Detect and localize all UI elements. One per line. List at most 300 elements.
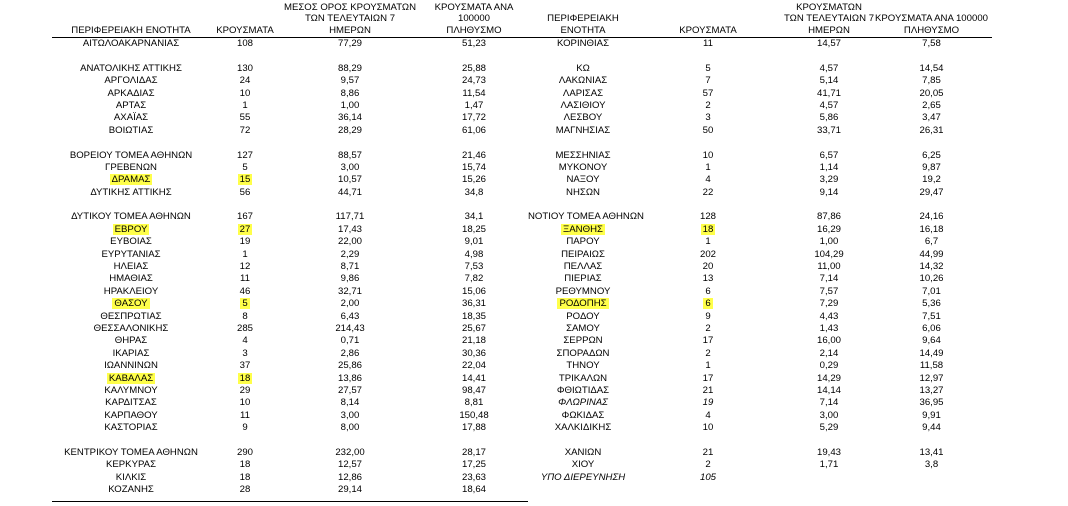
avg7-cell [280,63,420,75]
cases-value: 46 [239,285,251,297]
per100k-cell [873,323,990,335]
per100k-value: 18,64 [461,484,486,496]
per100k-value: 5,36 [922,298,941,310]
cases-value: 202 [699,248,716,260]
cases-value: 2 [705,459,711,471]
region-value: ΚΟΖΑΝΗΣ [108,484,154,496]
per100k-value: 15,26 [461,174,486,186]
avg7-value: 32,71 [337,285,362,297]
per100k-value: 10,26 [919,273,944,285]
region-value: ΓΡΕΒΕΝΩΝ [105,161,157,173]
region-cell [52,112,210,124]
per100k-cell [873,298,990,310]
table-row [528,38,992,50]
table-row [52,484,528,496]
per100k-value: 36,95 [919,397,944,409]
region-value: ΝΑΞΟΥ [566,174,600,186]
cases-value: 18 [239,372,251,384]
table-row [528,360,992,372]
per100k-value: 7,82 [464,273,484,285]
per100k-cell [420,311,528,323]
table-row [52,323,528,335]
table-row [528,373,992,385]
per100k-value: 11,58 [919,360,944,372]
cases-value: 17 [702,335,714,347]
region-value: ΧΙΟΥ [571,459,595,471]
table-row [52,459,528,471]
region-value: ΔΡΑΜΑΣ [111,174,151,186]
table-row [528,472,992,484]
region-value: ΜΕΣΣΗΝΙΑΣ [555,149,611,161]
avg7-cell [280,323,420,335]
avg7-cell [280,447,420,459]
per100k-cell [420,150,528,162]
avg7-cell [778,385,880,397]
per100k-cell [873,385,990,397]
region-cell [52,484,210,496]
cases-value: 15 [239,174,251,186]
region-value: ΠΑΡΟΥ [566,236,600,248]
cases-cell [638,63,778,75]
avg7-value: 8,86 [340,87,360,99]
per100k-cell [873,75,990,87]
table-row [528,422,992,434]
region-cell [52,397,210,409]
avg7-cell [778,88,880,100]
per100k-value: 17,25 [461,459,486,471]
region-cell [52,224,210,236]
per100k-value: 2,65 [922,99,941,111]
region-value: ΗΜΑΘΙΑΣ [109,273,153,285]
region-cell [52,88,210,100]
avg7-cell [778,112,880,124]
avg7-value: 9,57 [340,75,360,87]
avg7-value: 16,29 [816,223,841,235]
region-value: ΦΩΚΙΔΑΣ [561,409,605,421]
per100k-value: 14,41 [461,372,486,384]
cases-cell [210,422,280,434]
cases-value: 128 [699,211,716,223]
cases-value: 3 [705,112,711,124]
avg7-cell [778,397,880,409]
table-row [52,63,528,75]
avg7-value: 8,14 [340,397,360,409]
per100k-value: 22,04 [461,360,486,372]
region-header: ΠΕΡΙΦΕΡΕΙΑΚΗ ΕΝΟΤΗΤΑ [547,13,619,36]
table-row [528,348,992,360]
cases-cell [210,162,280,174]
region-cell [528,162,638,174]
spacer-row [528,137,992,149]
avg7-value: 7,14 [819,273,839,285]
cases-cell [638,112,778,124]
per100k-header-line2: ΠΛΗΘΥΣΜΟ [446,24,502,36]
avg7-value: 3,00 [340,409,360,421]
table-row [52,211,528,223]
avg7-cell [778,459,880,471]
avg7-cell [280,410,420,422]
region-value: ΗΡΑΚΛΕΙΟΥ [103,285,159,297]
avg7-cell [280,150,420,162]
table-row [52,348,528,360]
cases-value: 55 [239,112,251,124]
region-cell [528,100,638,112]
cases-value: 24 [239,75,251,87]
avg7-value: 22,00 [337,236,362,248]
avg7-cell [280,459,420,471]
region-value: ΝΗΣΩΝ [566,186,600,198]
cases-cell [638,422,778,434]
cases-value: 50 [702,124,714,136]
avg7-value: 5,14 [819,75,839,87]
table-row [52,249,528,261]
cases-value: 12 [239,261,251,273]
avg7-cell [280,348,420,360]
region-cell [528,286,638,298]
per100k-cell [873,360,990,372]
avg7-value: 2,14 [819,347,839,359]
right-table-header [528,0,992,38]
region-cell [528,298,638,310]
region-cell [52,100,210,112]
cases-cell [210,286,280,298]
per100k-value: 24,16 [919,211,944,223]
region-cell [52,187,210,199]
avg7-cell [778,360,880,372]
cases-value: 1 [705,161,711,173]
avg7-value: 8,00 [340,422,360,434]
avg7-value: 1,00 [819,236,839,248]
per100k-cell [873,224,990,236]
per100k-value: 6,25 [922,149,941,161]
cases-cell [638,249,778,261]
cases-cell [210,211,280,223]
per100k-value: 20,05 [919,87,944,99]
region-value: ΚΑΒΑΛΑΣ [108,372,154,384]
region-cell [52,75,210,87]
avg7-cell [280,422,420,434]
avg7-cell [778,249,880,261]
cases-value: 7 [705,75,711,87]
per100k-cell [873,88,990,100]
region-cell [528,261,638,273]
table-row [528,249,992,261]
avg7-value: 16,00 [816,335,841,347]
table-row [528,323,992,335]
cases-value: 105 [699,471,716,483]
table-row [52,38,528,50]
per100k-value: 4,98 [464,248,484,260]
table-row [528,63,992,75]
avg7-cell [778,348,880,360]
region-cell [52,174,210,186]
table-row [528,385,992,397]
cases-cell [638,298,778,310]
per100k-cell [873,335,990,347]
avg7-cell [778,38,880,50]
region-cell [528,348,638,360]
avg7-value: 41,71 [816,87,841,99]
region-value: ΘΕΣΠΡΩΤΙΑΣ [100,310,162,322]
avg7-value: 33,71 [816,124,841,136]
table-row [528,75,992,87]
per100k-cell [420,410,528,422]
avg7-cell [280,236,420,248]
avg7-cell [778,125,880,137]
avg7-header-line2: ΤΩΝ ΤΕΛΕΥΤΑΙΩΝ 7 [304,13,396,24]
per100k-cell [873,261,990,273]
region-value: ΛΑΡΙΣΑΣ [562,87,604,99]
avg7-value: 25,86 [337,360,362,372]
cases-cell [210,261,280,273]
avg7-value: 1,00 [340,99,360,111]
cases-value: 6 [705,298,711,310]
table-row [528,311,992,323]
avg7-value: 44,71 [337,186,362,198]
per100k-cell [873,311,990,323]
avg7-value: 10,57 [337,174,362,186]
cases-value: 2 [705,99,711,111]
per100k-cell [873,112,990,124]
region-cell [52,422,210,434]
per100k-value: 17,88 [461,422,486,434]
spacer-row [52,199,528,211]
spacer-row [52,435,528,447]
cases-cell [210,187,280,199]
avg7-header-line1: ΜΕΣΟΣ ΟΡΟΣ ΚΡΟΥΣΜΑΤΩΝ [283,1,417,13]
region-cell [52,150,210,162]
cases-value: 9 [705,310,711,322]
cases-cell [210,472,280,484]
per100k-cell [420,100,528,112]
cases-cell [210,484,280,496]
per100k-cell [420,397,528,409]
avg7-cell [280,211,420,223]
cases-value: 6 [705,285,711,297]
region-cell [528,112,638,124]
region-cell [52,38,210,50]
per100k-cell [420,459,528,471]
per100k-cell [420,385,528,397]
cases-header: ΚΡΟΥΣΜΑΤΑ [679,24,737,36]
cases-cell [210,323,280,335]
cases-value: 57 [702,87,714,99]
cases-value: 130 [236,62,253,74]
table-row [528,397,992,409]
per100k-value: 13,41 [919,446,944,458]
cases-cell [638,150,778,162]
per100k-value: 17,72 [461,112,486,124]
avg7-cell [280,360,420,372]
cases-cell [638,360,778,372]
cases-value: 2 [705,347,711,359]
table-row [52,88,528,100]
table-row [52,236,528,248]
per100k-value: 24,73 [461,75,486,87]
per100k-cell [420,187,528,199]
region-value: ΑΡΚΑΔΙΑΣ [107,87,155,99]
cases-value: 10 [239,87,251,99]
region-cell [528,311,638,323]
avg7-cell [778,273,880,285]
cases-value: 2 [705,322,711,334]
region-cell [52,261,210,273]
spacer-row [528,435,992,447]
per100k-cell [873,174,990,186]
cases-cell [638,459,778,471]
avg7-value: 2,29 [340,248,360,260]
per100k-value: 51,23 [461,38,486,49]
table-row [52,298,528,310]
region-value: ΦΘΙΩΤΙΔΑΣ [556,384,610,396]
avg7-value: 5,29 [819,422,839,434]
region-cell [52,249,210,261]
avg7-cell [778,150,880,162]
per100k-value: 7,01 [922,285,941,297]
region-cell [52,373,210,385]
region-value: ΚΕΡΚΥΡΑΣ [105,459,156,471]
avg7-value: 14,14 [816,384,841,396]
cases-cell [638,397,778,409]
per100k-cell [873,422,990,434]
cases-cell [210,348,280,360]
region-value: ΕΒΡΟΥ [114,223,148,235]
cases-cell [210,385,280,397]
region-value: ΙΚΑΡΙΑΣ [112,347,150,359]
region-cell [528,224,638,236]
region-cell [528,373,638,385]
region-value: ΙΩΑΝΝΙΝΩΝ [104,360,158,372]
cases-cell [210,373,280,385]
cases-cell [210,273,280,285]
avg7-value: 4,57 [819,99,839,111]
avg7-value: 14,57 [816,38,841,49]
avg7-cell [280,484,420,496]
cases-cell [638,385,778,397]
table-row [528,88,992,100]
per100k-cell [420,273,528,285]
per100k-cell [420,472,528,484]
avg7-value: 29,14 [337,484,362,496]
region-value: ΑΡΓΟΛΙΔΑΣ [104,75,158,87]
per100k-value: 25,88 [461,62,486,74]
per100k-value: 9,87 [922,161,941,173]
per100k-value: 8,81 [464,397,484,409]
avg7-cell [280,249,420,261]
cases-value: 72 [239,124,251,136]
cases-value: 21 [702,384,714,396]
per100k-value: 30,36 [461,347,486,359]
cases-value: 10 [239,397,251,409]
per100k-value: 6,06 [922,322,941,334]
region-value: ΚΩ [576,62,590,74]
region-value: ΛΕΣΒΟΥ [563,112,603,124]
cases-value: 1 [705,236,711,248]
per100k-cell [420,236,528,248]
cases-cell [210,100,280,112]
region-value: ΡΕΘΥΜΝΟΥ [555,285,611,297]
per100k-cell [420,38,528,50]
per100k-cell [873,63,990,75]
cases-value: 18 [239,459,251,471]
region-value: ΚΙΛΚΙΣ [115,471,147,483]
region-value: ΥΠΟ ΔΙΕΡΕΥΝΗΣΗ [540,471,626,483]
cases-cell [638,348,778,360]
cases-cell [210,410,280,422]
cases-cell [210,75,280,87]
per100k-value: 21,18 [461,335,486,347]
table-row [528,410,992,422]
avg7-value: 4,57 [819,62,839,74]
per100k-value: 23,63 [461,471,486,483]
per100k-value: 7,58 [922,38,941,49]
avg7-value: 88,57 [337,149,362,161]
table-row [52,273,528,285]
per100k-header-line1: ΚΡΟΥΣΜΑΤΑ ΑΝΑ 100000 [875,13,988,24]
table-row [52,261,528,273]
per100k-value: 13,27 [919,384,944,396]
cases-value: 1 [242,99,248,111]
table-row [528,174,992,186]
avg7-cell [280,335,420,347]
per100k-value: 9,01 [464,236,484,248]
avg7-value: 17,43 [337,223,362,235]
avg7-cell [280,286,420,298]
region-value: ΧΑΝΙΩΝ [564,446,602,458]
avg7-value: 7,57 [819,285,839,297]
cases-cell [210,249,280,261]
avg7-cell [778,323,880,335]
per100k-cell [873,459,990,471]
avg7-cell [280,125,420,137]
avg7-header-line3: ΗΜΕΡΩΝ [329,24,371,36]
per100k-value: 34,8 [464,186,484,198]
avg7-value: 88,29 [337,62,362,74]
per100k-value: 26,31 [919,124,944,136]
cases-cell [210,459,280,471]
avg7-cell [280,75,420,87]
region-cell [52,236,210,248]
per100k-value: 29,47 [919,186,944,198]
region-cell [528,397,638,409]
spacer-row [52,50,528,62]
cases-cell [638,335,778,347]
region-cell [528,63,638,75]
avg7-cell [778,311,880,323]
cases-cell [638,100,778,112]
per100k-cell [873,249,990,261]
cases-cell [638,311,778,323]
region-value: ΣΕΡΡΩΝ [563,335,603,347]
per100k-value: 28,17 [461,446,486,458]
cases-value: 108 [236,38,253,49]
region-cell [528,472,638,484]
region-value: ΠΙΕΡΙΑΣ [564,273,602,285]
per100k-value: 19,2 [922,174,941,186]
cases-value: 5 [242,161,248,173]
avg7-header [280,2,420,37]
table-row [52,150,528,162]
per100k-value: 16,18 [919,223,944,235]
avg7-cell [778,335,880,347]
avg7-value: 27,57 [337,384,362,396]
table-row [52,311,528,323]
per100k-cell [873,211,990,223]
region-cell [528,385,638,397]
region-value: ΚΕΝΤΡΙΚΟΥ ΤΟΜΕΑ ΑΘΗΝΩΝ [64,446,198,458]
region-cell [528,323,638,335]
per100k-value: 6,7 [924,236,939,248]
